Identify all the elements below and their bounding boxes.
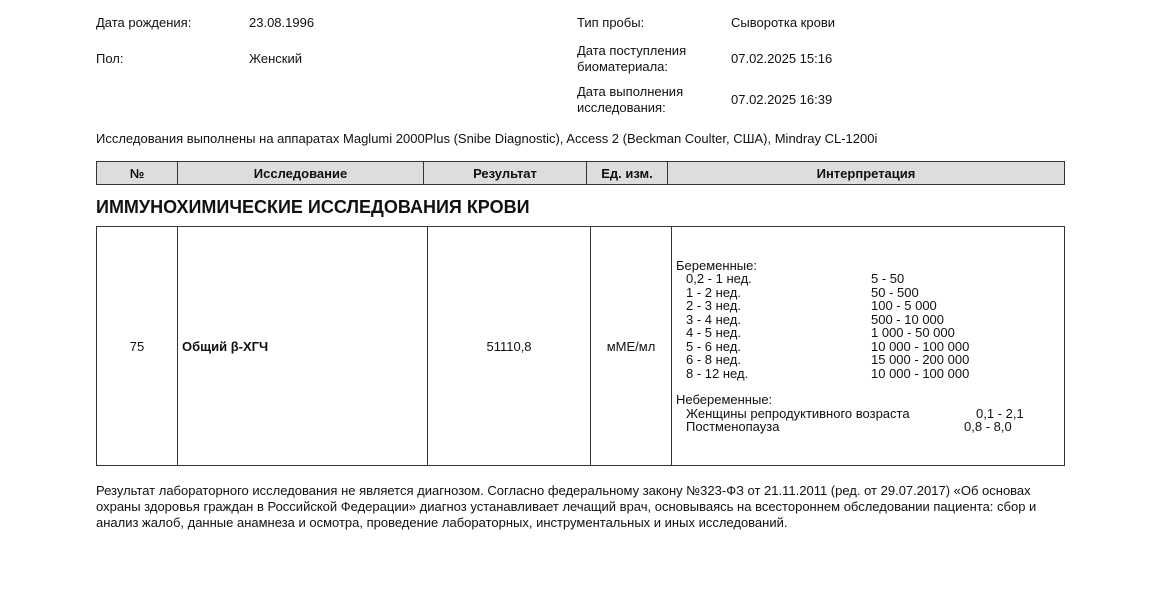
results-header [96, 161, 1065, 185]
reference-period: 8 - 12 нед. [686, 365, 749, 381]
reference-range: 50 - 500 [871, 284, 919, 300]
reference-row [676, 367, 1064, 381]
reference-period: 3 - 4 нед. [686, 311, 741, 327]
reference-period: Женщины репродуктивного возраста [686, 405, 910, 421]
sample-type-value: Сыворотка крови [731, 15, 835, 30]
received-label: Дата поступления биоматериала: [577, 43, 687, 74]
reference-range: 0,1 - 2,1 [976, 405, 1024, 421]
reference-row [676, 326, 1064, 340]
reference-ranges [672, 227, 1065, 466]
disclaimer: Результат лабораторного исследования не является диагнозом. Согласно федеральному закону №323-ФЗ от 21.11.2011 (ред. от 29.07.2017) «Об основах охраны здоровья граждан в Российской Федерации» диагноз устанавливает лечащий врач, основываясь на всестороннем обследовании пациента: сбор и анализ жалоб, данные анамнеза и осмотра, проведение лабораторных, инструментальных и иных исследований. [96, 483, 1037, 530]
reference-row [676, 286, 1064, 300]
row-test: Общий β-ХГЧ [178, 227, 428, 466]
sample-type-label: Тип пробы: [577, 15, 645, 30]
reference-range: 0,8 - 8,0 [964, 419, 1012, 434]
reference-range: 5 - 50 [871, 271, 905, 286]
col-test: Исследование [178, 162, 424, 185]
reference-row [676, 313, 1064, 327]
row-result: 51110,8 [428, 227, 591, 466]
row-unit: мМЕ/мл [591, 227, 672, 466]
done-label: Дата выполнения исследования: [577, 84, 684, 115]
birth-label: Дата рождения: [96, 15, 192, 30]
reference-row [676, 353, 1064, 367]
reference-period: 5 - 6 нед. [686, 338, 741, 354]
instruments-note: Исследования выполнены на аппаратах Maglumi 2000Plus (Snibe Diagnostic), Access 2 (Beckman Coulter, США), Mindray CL-1200i [96, 131, 878, 146]
reference-row [676, 407, 1064, 421]
received-value: 07.02.2025 15:16 [731, 51, 833, 66]
reference-range: 1 000 - 50 000 [871, 325, 955, 340]
reference-period: 2 - 3 нед. [686, 298, 741, 313]
reference-range: 10 000 - 100 000 [871, 365, 970, 381]
done-value: 07.02.2025 16:39 [731, 92, 833, 107]
col-unit: Ед. изм. [587, 162, 668, 185]
reference-row [676, 420, 1064, 434]
nonpregnant-label: Небеременные: [676, 392, 773, 407]
row-num: 75 [97, 227, 178, 466]
reference-period: 6 - 8 нед. [686, 352, 741, 367]
pregnant-label: Беременные: [676, 257, 757, 273]
reference-period: 0,2 - 1 нед. [686, 271, 752, 286]
table-row [97, 227, 1065, 466]
reference-range: 10 000 - 100 000 [871, 338, 970, 354]
reference-row [676, 340, 1064, 354]
reference-range: 100 - 5 000 [871, 298, 937, 313]
reference-range: 500 - 10 000 [871, 311, 945, 327]
col-result: Результат [424, 162, 587, 185]
reference-range: 15 000 - 200 000 [871, 352, 970, 367]
sex-label: Пол: [96, 51, 124, 66]
reference-period: Постменопауза [686, 419, 780, 434]
col-num: № [97, 162, 178, 185]
reference-row [676, 299, 1064, 313]
col-interpretation: Интерпретация [668, 162, 1065, 185]
birth-value: 23.08.1996 [249, 15, 315, 30]
section-title: ИММУНОХИМИЧЕСКИЕ ИССЛЕДОВАНИЯ КРОВИ [96, 197, 530, 217]
sex-value: Женский [249, 51, 302, 66]
results-table [96, 226, 1065, 466]
reference-period: 1 - 2 нед. [686, 284, 741, 300]
reference-period: 4 - 5 нед. [686, 325, 741, 340]
reference-row [676, 272, 1064, 286]
